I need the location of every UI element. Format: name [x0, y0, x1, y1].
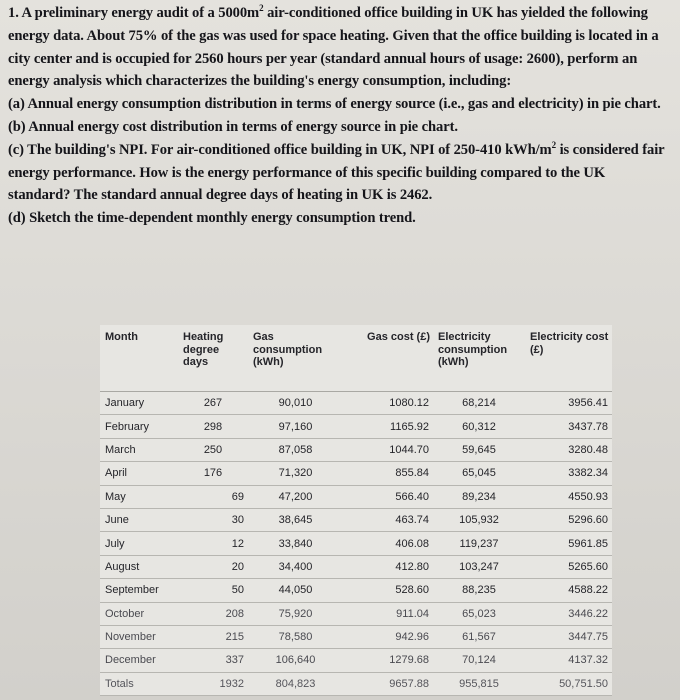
question-text [8, 2, 668, 230]
cell-hdd: 176 [178, 462, 248, 485]
cell-elec-kwh: 59,645 [433, 438, 525, 461]
cell-month: March [100, 438, 178, 461]
cell-elec-kwh: 105,932 [433, 508, 525, 531]
cell-gas-cost: 911.04 [343, 602, 433, 625]
part-c-1: (c) The building's NPI. For air-conditioned office building in UK, NPI of 250-410 kWh/m [8, 141, 552, 158]
part-d: (d) Sketch the time-dependent monthly energy consumption trend. [8, 210, 416, 227]
cell-gas-kwh: 87,058 [248, 438, 343, 461]
part-c-2: is considered fair energy performance. How is the energy performance of this specific building compared to the UK standard? The standard annual degree days of heating in UK is 2462. [8, 141, 665, 204]
header-gas-cost: Gas cost (£) [343, 325, 433, 392]
header-electricity-consumption: Electricity consumption (kWh) [433, 325, 525, 392]
header-month: Month [100, 325, 178, 392]
cell-elec-kwh-total: 955,815 [433, 672, 525, 695]
cell-elec-cost: 3446.22 [525, 602, 612, 625]
cell-month: Totals [100, 672, 178, 695]
cell-gas-cost: 855.84 [343, 462, 433, 485]
cell-elec-cost: 3447.75 [525, 625, 612, 648]
cell-month: August [100, 555, 178, 578]
part-a: (a) Annual energy consumption distribution in terms of energy source (i.e., gas and electricity) in pie chart. [8, 96, 661, 113]
cell-month: December [100, 649, 178, 672]
cell-gas-cost: 463.74 [343, 508, 433, 531]
cell-elec-kwh: 88,235 [433, 579, 525, 602]
cell-hdd: 337 [178, 649, 248, 672]
cell-elec-kwh: 119,237 [433, 532, 525, 555]
cell-gas-kwh: 75,920 [248, 602, 343, 625]
cell-hdd-total: 1932 [178, 672, 248, 695]
table-row [100, 602, 612, 625]
cell-elec-kwh: 65,023 [433, 602, 525, 625]
totals-row [100, 672, 612, 695]
cell-gas-kwh: 44,050 [248, 579, 343, 602]
cell-elec-cost: 3382.34 [525, 462, 612, 485]
table-row [100, 508, 612, 531]
cell-elec-kwh: 103,247 [433, 555, 525, 578]
cell-month: February [100, 415, 178, 438]
cell-elec-cost: 5296.60 [525, 508, 612, 531]
cell-gas-kwh: 34,400 [248, 555, 343, 578]
part-c [8, 139, 668, 207]
cell-hdd: 250 [178, 438, 248, 461]
cell-gas-cost: 1080.12 [343, 392, 433, 415]
cell-gas-cost: 528.60 [343, 579, 433, 602]
cell-hdd: 12 [178, 532, 248, 555]
cell-gas-cost: 566.40 [343, 485, 433, 508]
header-gas-consumption: Gas consumption (kWh) [248, 325, 343, 392]
intro-part-1: 1. A preliminary energy audit of a 5000m [8, 5, 260, 21]
table-header-row [100, 325, 612, 392]
cell-elec-cost: 3280.48 [525, 438, 612, 461]
table-row [100, 532, 612, 555]
cell-month: January [100, 392, 178, 415]
energy-data-table [100, 325, 612, 696]
cell-hdd: 30 [178, 508, 248, 531]
part-b: (b) Annual energy cost distribution in terms of energy source in pie chart. [8, 118, 458, 135]
cell-gas-cost: 1044.70 [343, 438, 433, 461]
cell-hdd: 267 [178, 392, 248, 415]
cell-gas-cost: 1165.92 [343, 415, 433, 438]
cell-gas-kwh: 97,160 [248, 415, 343, 438]
cell-gas-kwh: 33,840 [248, 532, 343, 555]
cell-gas-kwh: 106,640 [248, 649, 343, 672]
cell-elec-cost-total: 50,751.50 [525, 672, 612, 695]
cell-gas-kwh: 71,320 [248, 462, 343, 485]
cell-elec-kwh: 89,234 [433, 485, 525, 508]
cell-gas-kwh-total: 804,823 [248, 672, 343, 695]
cell-elec-kwh: 60,312 [433, 415, 525, 438]
cell-elec-cost: 3956.41 [525, 392, 612, 415]
cell-gas-kwh: 78,580 [248, 625, 343, 648]
cell-gas-cost: 1279.68 [343, 649, 433, 672]
cell-gas-cost: 942.96 [343, 625, 433, 648]
table-row [100, 485, 612, 508]
cell-elec-cost: 4550.93 [525, 485, 612, 508]
table-row [100, 438, 612, 461]
header-heating-degree-days: Heating degree days [178, 325, 248, 392]
cell-month: September [100, 579, 178, 602]
cell-elec-kwh: 61,567 [433, 625, 525, 648]
cell-hdd: 208 [178, 602, 248, 625]
cell-month: April [100, 462, 178, 485]
header-electricity-cost: Electricity cost (£) [525, 325, 612, 392]
cell-elec-cost: 5961.85 [525, 532, 612, 555]
cell-elec-kwh: 65,045 [433, 462, 525, 485]
cell-month: May [100, 485, 178, 508]
cell-elec-cost: 3437.78 [525, 415, 612, 438]
cell-hdd: 20 [178, 555, 248, 578]
table-row [100, 415, 612, 438]
cell-hdd: 298 [178, 415, 248, 438]
cell-month: November [100, 625, 178, 648]
superscript-2-c: 2 [551, 139, 557, 150]
cell-elec-kwh: 70,124 [433, 649, 525, 672]
table-row [100, 625, 612, 648]
cell-hdd: 50 [178, 579, 248, 602]
table-row [100, 555, 612, 578]
cell-elec-cost: 5265.60 [525, 555, 612, 578]
cell-gas-kwh: 47,200 [248, 485, 343, 508]
cell-hdd: 215 [178, 625, 248, 648]
cell-elec-cost: 4588.22 [525, 579, 612, 602]
cell-month: July [100, 532, 178, 555]
cell-gas-kwh: 38,645 [248, 508, 343, 531]
question-intro [8, 2, 668, 93]
intro-part-2: air-conditioned office building in UK has yielded the following energy data. About 75% of the gas was used for space heating. Given that the office building is located in a city center and is occupied for 2560 hours per year (standard annual hours of usage: 2600), perform an energy analysis which characterizes the building's energy consumption, including: [8, 5, 659, 90]
cell-elec-kwh: 68,214 [433, 392, 525, 415]
table-row [100, 392, 612, 415]
table-row [100, 649, 612, 672]
table-row [100, 462, 612, 485]
cell-hdd: 69 [178, 485, 248, 508]
cell-month: October [100, 602, 178, 625]
cell-gas-cost-total: 9657.88 [343, 672, 433, 695]
table-row [100, 579, 612, 602]
cell-gas-cost: 412.80 [343, 555, 433, 578]
cell-gas-cost: 406.08 [343, 532, 433, 555]
superscript-2: 2 [259, 3, 264, 14]
cell-elec-cost: 4137.32 [525, 649, 612, 672]
cell-gas-kwh: 90,010 [248, 392, 343, 415]
cell-month: June [100, 508, 178, 531]
